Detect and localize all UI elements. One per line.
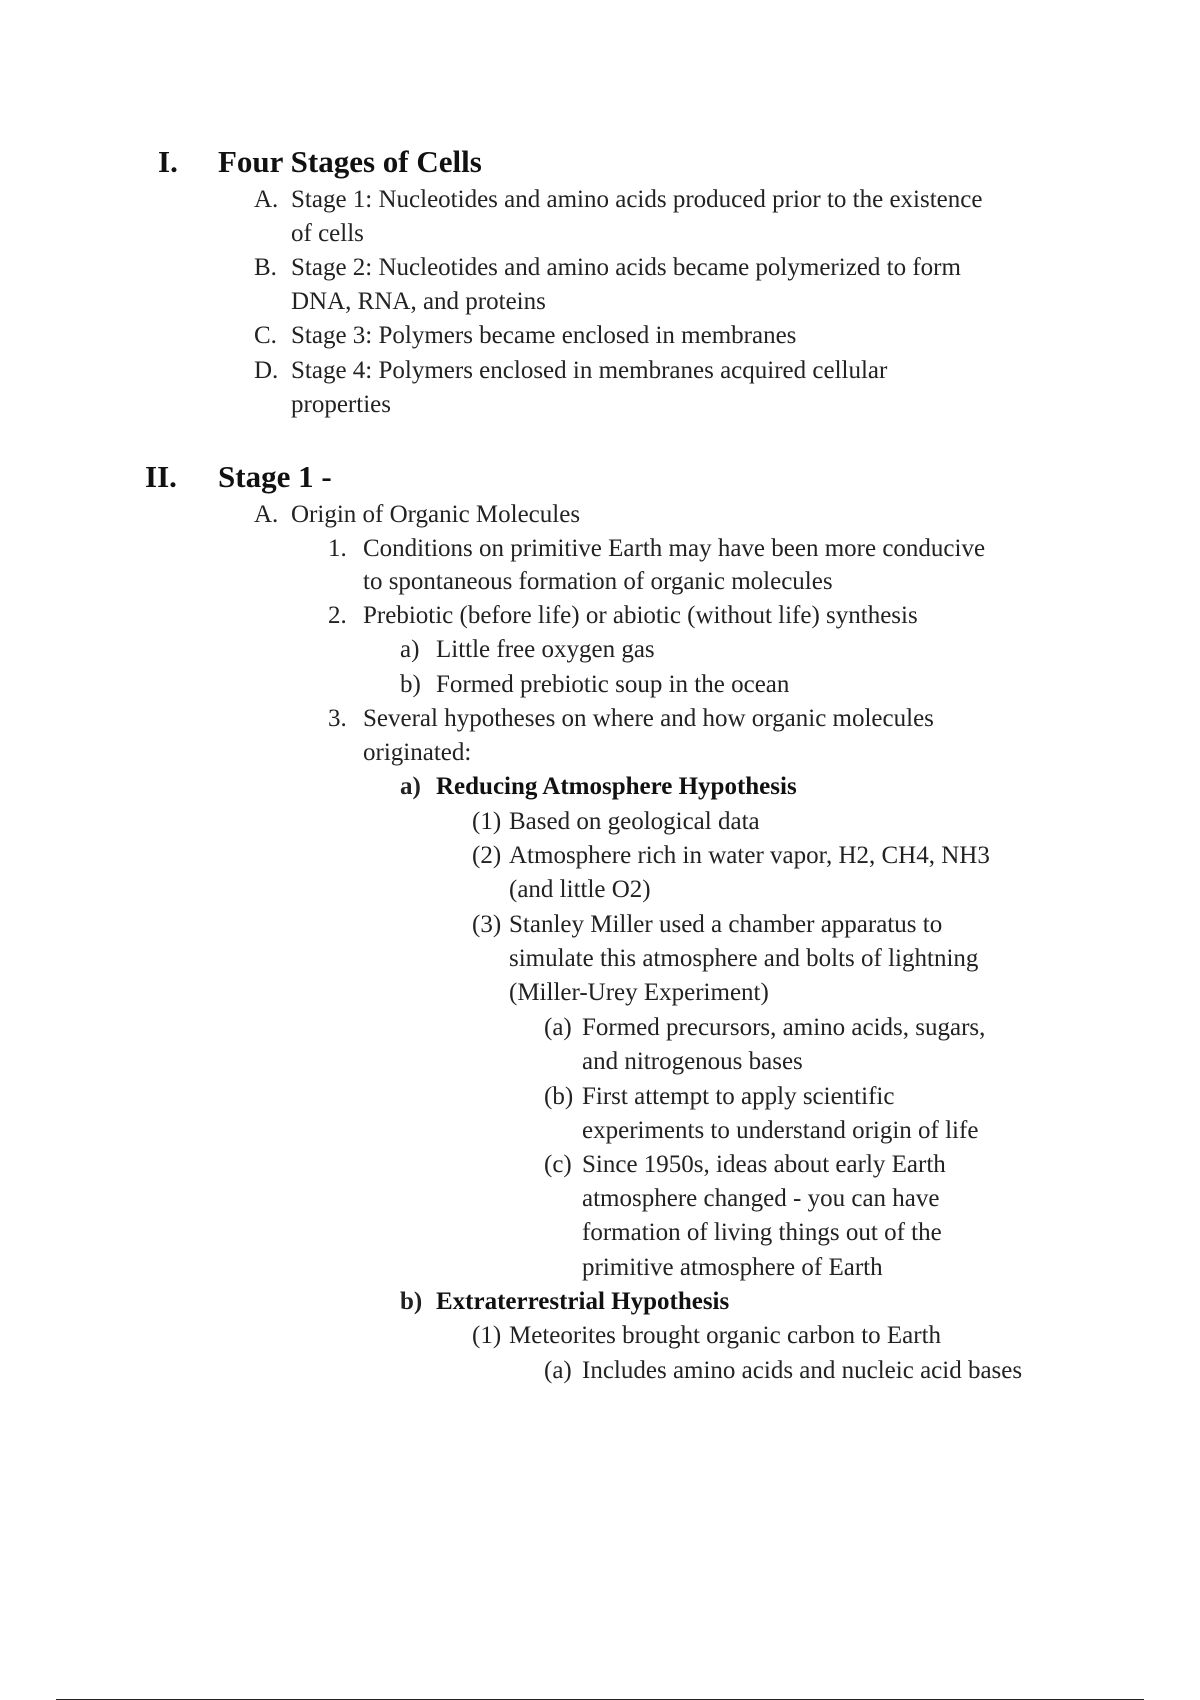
outline-marker: (2) xyxy=(472,842,502,869)
subheading-extraterrestrial: Extraterrestrial Hypothesis xyxy=(436,1288,730,1315)
outline-text: DNA, RNA, and proteins xyxy=(291,288,546,315)
outline-marker: 2. xyxy=(328,602,347,629)
outline-text: Based on geological data xyxy=(509,808,760,835)
outline-text: Includes amino acids and nucleic acid bases xyxy=(582,1357,1023,1384)
outline-text: Atmosphere rich in water vapor, H2, CH4, NH3 xyxy=(509,842,990,869)
outline-text: atmosphere changed - you can have xyxy=(582,1185,940,1212)
outline-marker: A. xyxy=(254,501,279,528)
outline-text: primitive atmosphere of Earth xyxy=(582,1254,883,1281)
outline-marker: (a) xyxy=(544,1357,572,1384)
outline-marker: 3. xyxy=(328,705,347,732)
outline-text: to spontaneous formation of organic molecules xyxy=(363,568,833,595)
outline-text: Stanley Miller used a chamber apparatus to xyxy=(509,911,943,938)
outline-marker: a) xyxy=(400,636,420,663)
outline-marker: (b) xyxy=(544,1083,574,1110)
outline-text: formation of living things out of the xyxy=(582,1219,942,1246)
outline-marker: b) xyxy=(400,1288,423,1315)
outline-text: (Miller-Urey Experiment) xyxy=(509,979,769,1006)
outline-text: Conditions on primitive Earth may have been more conducive xyxy=(363,535,986,562)
outline-text: (and little O2) xyxy=(509,876,651,903)
outline-text: simulate this atmosphere and bolts of lightning xyxy=(509,945,979,972)
outline-marker: (3) xyxy=(472,911,502,938)
outline-text: Stage 1: Nucleotides and amino acids produced prior to the existence xyxy=(291,186,983,213)
outline-text: and nitrogenous bases xyxy=(582,1048,803,1075)
outline-marker: a) xyxy=(400,773,421,800)
outline-text: experiments to understand origin of life xyxy=(582,1117,979,1144)
section-2-marker: II. xyxy=(145,459,177,494)
outline-marker: A. xyxy=(254,186,279,213)
outline-text: Stage 3: Polymers became enclosed in membranes xyxy=(291,322,797,349)
section-2-title: Stage 1 - xyxy=(218,459,332,494)
outline-text: properties xyxy=(291,391,391,418)
outline-text: First attempt to apply scientific xyxy=(582,1083,895,1110)
section-1-title: Four Stages of Cells xyxy=(218,144,482,179)
outline-marker: b) xyxy=(400,671,421,698)
outline-text: of cells xyxy=(291,220,364,247)
outline-marker: D. xyxy=(254,357,279,384)
section-1-marker: I. xyxy=(158,144,178,179)
outline-marker: C. xyxy=(254,322,277,349)
outline-text: Stage 2: Nucleotides and amino acids became polymerized to form xyxy=(291,254,961,281)
subheading-reducing-atmosphere: Reducing Atmosphere Hypothesis xyxy=(436,773,797,800)
outline-text: Formed prebiotic soup in the ocean xyxy=(436,671,790,698)
outline-text: Little free oxygen gas xyxy=(436,636,655,663)
outline-marker: (1) xyxy=(472,808,502,835)
outline-marker: (a) xyxy=(544,1014,572,1041)
outline-marker: 1. xyxy=(328,535,347,562)
outline-text: Meteorites brought organic carbon to Earth xyxy=(509,1322,942,1349)
outline-marker: (c) xyxy=(544,1151,572,1178)
outline-marker: (1) xyxy=(472,1322,502,1349)
outline-marker: B. xyxy=(254,254,277,281)
outline-text: Origin of Organic Molecules xyxy=(291,501,581,528)
outline-text: Prebiotic (before life) or abiotic (without life) synthesis xyxy=(363,602,918,629)
outline-text: Several hypotheses on where and how organic molecules xyxy=(363,705,934,732)
outline-text: Formed precursors, amino acids, sugars, xyxy=(582,1014,986,1041)
outline-text: Since 1950s, ideas about early Earth xyxy=(582,1151,946,1178)
outline-text: Stage 4: Polymers enclosed in membranes acquired cellular xyxy=(291,357,888,384)
outline-text: originated: xyxy=(363,739,472,766)
